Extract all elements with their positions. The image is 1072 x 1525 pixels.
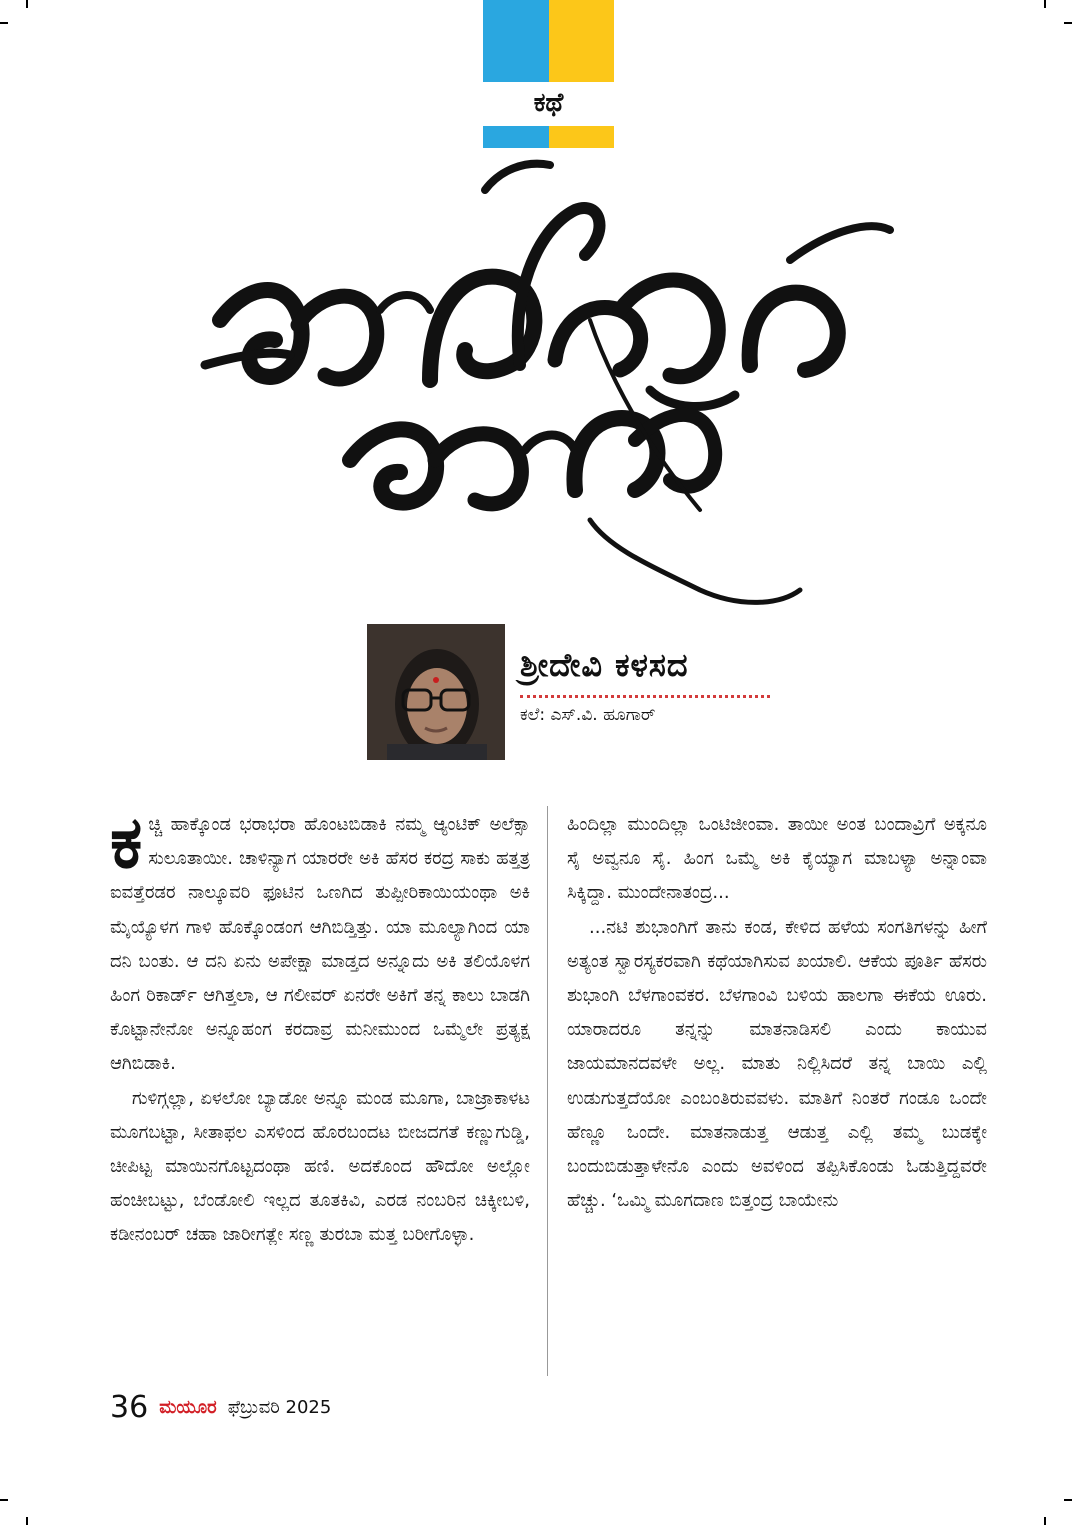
article-column-left (110, 800, 530, 1253)
color-block-blue-bottom (483, 126, 549, 148)
illustrator-credit: ಕಲೆ: ಎಸ್‌.ವಿ. ಹೂಗಾರ್ (520, 705, 656, 725)
crop-mark (0, 1499, 8, 1501)
crop-mark (1064, 22, 1072, 24)
crop-mark (1044, 1517, 1046, 1525)
magazine-logo: ಮಯೂರ (159, 1397, 217, 1418)
calligraphy-title (180, 150, 900, 620)
author-photo (367, 624, 505, 760)
crop-mark (1044, 0, 1046, 8)
crop-mark (26, 1517, 28, 1525)
color-block-yellow-top (549, 0, 614, 82)
article-column-right (567, 808, 987, 1218)
page-footer (110, 1390, 331, 1425)
issue-date: ಫೆಬ್ರುವರಿ 2025 (227, 1397, 332, 1418)
color-block-blue-top (483, 0, 549, 82)
drop-cap: ಕ (110, 800, 143, 884)
author-portrait-icon (367, 624, 505, 760)
author-name: ಶ್ರೀದೇವಿ ಕಳಸದ (520, 646, 689, 684)
author-divider (520, 695, 770, 698)
color-block-yellow-bottom (549, 126, 614, 148)
article-paragraph: ಗುಳಿಗ್ಗಲ್ಲಾ, ಏಳಲೋ ಬ್ಯಾಡೋ ಅನ್ನೂ ಮಂಡ ಮೂಗಾ, ಬಾಜ್ರಾಕಾಳಟ ಮೂಗಬಟ್ಟಾ, ಸೀತಾಫಲ ಎಸಳಿಂದ ಹೊರಬಂದಟ ಬೀಜದಗತೆ ಕಣ್ಣುಗುಡ್ಡಿ, ಚೀಪಿಟ್ಟ ಮಾಯಿನಗೊಟ್ಟದಂಥಾ ಹಣಿ. ಅದಕೊಂದ ಹೌದೋ ಅಲ್ಲೋ ಹಂಚೀಬಟ್ಟು, ಬೆಂಡೋಲಿ ಇಲ್ಲದ ತೂತಕಿವಿ, ಎರಡ ನಂಬರಿನ ಚಿಕ್ಕೀಬಳಿ, ಕಡೀನಂಬರ್ ಚಹಾ ಜಾರೀಗತ್ಲೇ ಸಣ್ಣ ತುರಬಾ ಮತ್ತ ಬರೀಗೊಳ್ಳಾ. (110, 1087, 530, 1246)
section-label: ಕಥೆ (483, 82, 614, 124)
crop-mark (1064, 1499, 1072, 1501)
column-divider (547, 806, 548, 1376)
crop-mark (0, 22, 8, 24)
article-paragraph: ಹಿಂದಿಲ್ಲಾ ಮುಂದಿಲ್ಲಾ ಒಂಟಿಜೀಂವಾ. ತಾಯೀ ಅಂತ ಬಂದಾವ್ರಿಗೆ ಅಕ್ಕನೂ ಸೈ ಅವ್ವನೂ ಸೈ. ಹಿಂಗ ಒಮ್ಮೆ ಅಕಿ ಕೈಯ್ಯಾಗ ಮಾಬಳ್ಯಾ ಅನ್ನಾಂವಾ ಸಿಕ್ಕಿದ್ದಾ. ಮುಂದೇನಾತಂದ್ರ... (567, 814, 987, 904)
article-paragraph: ...ನಟಿ ಶುಭಾಂಗಿಗೆ ತಾನು ಕಂಡ, ಕೇಳಿದ ಹಳೆಯ ಸಂಗತಿಗಳನ್ನು ಹೀಗೆ ಅತ್ಯಂತ ಸ್ವಾರಸ್ಯಕರವಾಗಿ ಕಥೆಯಾಗಿಸುವ ಖಯಾಲಿ. ಆಕೆಯ ಪೂರ್ತಿ ಹೆಸರು ಶುಭಾಂಗಿ ಬೆಳಗಾಂವಕರ. ಬೆಳಗಾಂವಿ ಬಳಿಯ ಹಾಲಗಾ ಈಕೆಯ ಊರು. ಯಾರಾದರೂ ತನ್ನನ್ನು ಮಾತನಾಡಿಸಲಿ ಎಂದು ಕಾಯುವ ಜಾಯಮಾನದವಳೇ ಅಲ್ಲ. ಮಾತು ನಿಲ್ಲಿಸಿದರೆ ತನ್ನ ಬಾಯಿ ಎಲ್ಲಿ ಉಡುಗುತ್ತದೆಯೋ ಎಂಬಂತಿರುವವಳು. ಮಾತಿಗೆ ನಿಂತರೆ ಗಂಡೂ ಒಂದೇ ಹೆಣ್ಣೂ ಒಂದೇ. ಮಾತನಾಡುತ್ತ ಆಡುತ್ತ ಎಲ್ಲಿ ತಮ್ಮ ಬುಡಕ್ಕೇ ಬಂದುಬಿಡುತ್ತಾಳೇನೊ ಎಂದು ಅವಳಿಂದ ತಪ್ಪಿಸಿಕೊಂಡು ಓಡುತ್ತಿದ್ದವರೇ ಹೆಚ್ಚು. ‘ಒಮ್ಮಿ ಮೂಗದಾಣ ಬಿತ್ತಂದ್ರ ಬಾಯೇನು (567, 916, 987, 1212)
page-number: 36 (110, 1390, 149, 1425)
crop-mark (26, 0, 28, 8)
article-paragraph: ಕಚ್ಚಿ ಹಾಕ್ಕೊಂಡ ಭರಾಭರಾ ಹೊಂಟಬಿಡಾಕಿ ನಮ್ಮ ಆ್ಯಂಟಿಕ್ ಅಲೆಕ್ಸಾ ಸುಲೂತಾಯೀ. ಚಾಳಿನ್ಯಾಗ ಯಾರರೇ ಅಕಿ ಹೆಸರ ಕರದ್ರ ಸಾಕು ಹತ್ತತ್ರ ಐವತ್ತೆರಡರ ನಾಲ್ಕೂವರಿ ಫೂಟಿನ ಒಣಗಿದ ತುಪ್ಪೀರಿಕಾಯಿಯಂಥಾ ಅಕಿ ಮೈಯ್ಯೊಳಗ ಗಾಳಿ ಹೊಕ್ಕೊಂಡಂಗ ಆಗಿಬಿಡ್ತಿತ್ತು. ಯಾ ಮೂಲ್ಯಾಗಿಂದ ಯಾ ದನಿ ಬಂತು. ಆ ದನಿ ಏನು ಅಪೇಕ್ಷಾ ಮಾಡ್ತದ ಅನ್ನೂದು ಅಕಿ ತಲಿಯೊಳಗ ಹಿಂಗ ರಿಕಾರ್ಡ್ ಆಗಿತ್ತಲಾ, ಆ ಗಲೀವರ್ ಏನರೇ ಅಕಿಗೆ ತನ್ನ ಕಾಲು ಬಾಡಗಿ ಕೊಟ್ಟಾನೇನೋ ಅನ್ನೂಹಂಗ ಕರದಾವ್ರ ಮನೀಮುಂದ ಒಮ್ಮೆಲೇ ಪ್ರತ್ಯಕ್ಷ ಆಗಿಬಿಡಾಕಿ. (110, 800, 530, 1075)
